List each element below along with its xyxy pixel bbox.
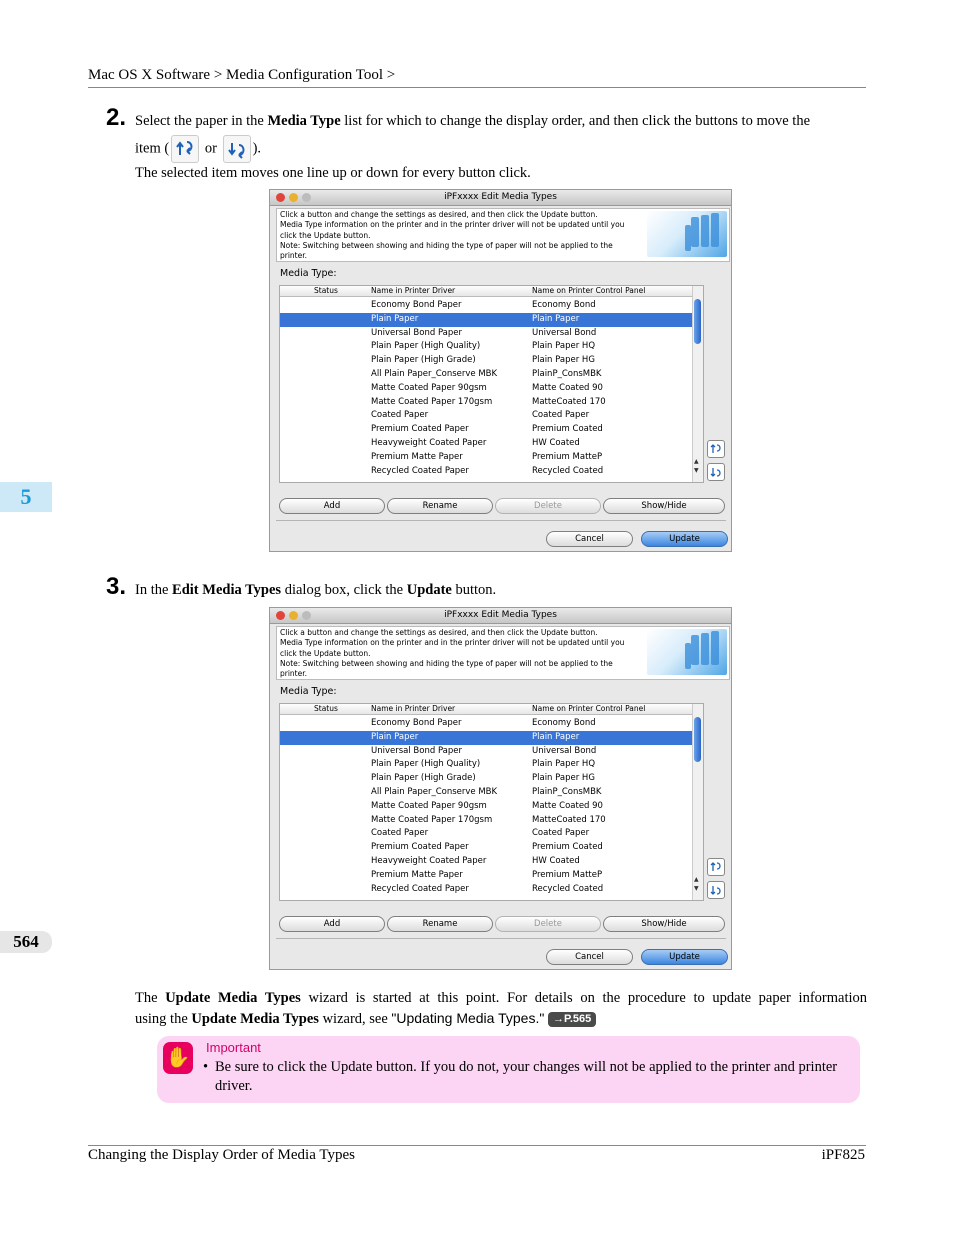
- dialog-titlebar[interactable]: [270, 608, 731, 624]
- table-row[interactable]: [280, 827, 693, 841]
- important-body: Be sure to click the Update button. If you do not, your changes will not be applied to the printer and printer driver.: [215, 1059, 838, 1094]
- table-row[interactable]: [280, 465, 693, 479]
- info-line: Click a button and change the settings as desired, and then click the Update button.: [280, 210, 598, 219]
- driver-name-cell: Economy Bond Paper: [371, 718, 462, 728]
- info-text: [280, 628, 640, 679]
- step-text: [135, 111, 867, 131]
- table-row[interactable]: [280, 396, 693, 410]
- text-run: button.: [451, 582, 497, 598]
- info-line: click the Update button.: [280, 230, 371, 240]
- column-header-driver-name[interactable]: Name in Printer Driver: [371, 286, 456, 295]
- table-row[interactable]: [280, 409, 693, 423]
- button-divider: [276, 520, 726, 521]
- dialog-title: iPFxxxx Edit Media Types: [444, 610, 557, 620]
- scrollbar-thumb[interactable]: [694, 717, 701, 762]
- close-button[interactable]: [276, 193, 285, 202]
- header-divider: [88, 87, 866, 88]
- info-line: click the Update button.: [280, 648, 371, 658]
- driver-name-cell: Heavyweight Coated Paper: [371, 437, 487, 448]
- step-text: [135, 580, 496, 600]
- printer-image: [647, 211, 727, 257]
- show-hide-button[interactable]: Show/Hide: [603, 916, 725, 932]
- table-row[interactable]: [280, 745, 693, 759]
- panel-name-cell: Plain Paper HG: [532, 773, 595, 784]
- move-up-button[interactable]: [707, 858, 725, 876]
- step-note: The selected item moves one line up or down for every button click.: [135, 165, 531, 181]
- media-type-label: Media Type:: [280, 268, 337, 279]
- text-run: Select the paper in the: [135, 113, 268, 129]
- panel-name-cell: Premium Coated: [532, 842, 603, 853]
- driver-name-cell: Plain Paper (High Grade): [371, 773, 476, 784]
- driver-name-cell: Universal Bond Paper: [371, 745, 463, 756]
- info-panel: [276, 208, 730, 262]
- table-row[interactable]: [280, 382, 693, 396]
- footer-section-title: Changing the Display Order of Media Types: [88, 1147, 355, 1163]
- table-row[interactable]: [280, 368, 693, 382]
- list-rows: [280, 299, 693, 478]
- list-header: [280, 286, 693, 297]
- move-down-icon: [223, 135, 251, 163]
- scroll-down-arrow-icon[interactable]: ▼: [694, 467, 699, 474]
- list-header: [280, 704, 693, 715]
- info-line: Media Type information on the printer and in the printer driver will not be updated until you: [280, 638, 625, 648]
- zoom-button[interactable]: [302, 611, 311, 620]
- driver-name-cell: Matte Coated Paper 90gsm: [371, 382, 487, 393]
- important-title: Important: [206, 1040, 261, 1055]
- rename-button[interactable]: Rename: [387, 916, 493, 932]
- column-header-panel-name[interactable]: Name on Printer Control Panel: [532, 286, 646, 295]
- table-row[interactable]: [280, 731, 693, 745]
- cross-reference-link[interactable]: "Updating Media Types.": [391, 1010, 545, 1026]
- text-run: The: [135, 990, 166, 1006]
- panel-name-cell: Recycled Coated: [532, 883, 604, 894]
- text-run: list for which to change the display order, and then click the buttons to move the: [340, 113, 811, 129]
- media-type-label: Media Type:: [280, 686, 337, 697]
- driver-name-cell: Matte Coated Paper 170gsm: [371, 396, 493, 407]
- panel-name-cell: Premium Coated: [532, 424, 603, 435]
- panel-name-cell: Coated Paper: [532, 410, 590, 421]
- table-row[interactable]: [280, 841, 693, 855]
- ui-term: Update Media Types: [165, 990, 301, 1006]
- driver-name-cell: Matte Coated Paper 170gsm: [371, 814, 493, 825]
- driver-name-cell: Coated Paper: [371, 410, 429, 421]
- text-run: ).: [252, 140, 262, 157]
- info-line: printer.: [280, 669, 308, 679]
- list-scrollbar[interactable]: [692, 286, 703, 482]
- footer-model: iPF825: [821, 1147, 865, 1163]
- step-number: 3.: [106, 573, 127, 600]
- info-line: Media Type information on the printer and in the printer driver will not be updated until you: [280, 220, 625, 230]
- driver-name-cell: Plain Paper (High Quality): [371, 341, 481, 352]
- panel-name-cell: MatteCoated 170: [532, 396, 606, 407]
- panel-name-cell: Recycled Coated: [532, 465, 604, 476]
- breadcrumb-separator: >: [386, 67, 396, 83]
- dialog-titlebar[interactable]: [270, 190, 731, 206]
- cancel-button[interactable]: Cancel: [546, 531, 633, 547]
- breadcrumb-item-tool[interactable]: Media Configuration Tool: [226, 67, 384, 83]
- panel-name-cell: Plain Paper HG: [532, 355, 595, 366]
- driver-name-cell: Recycled Coated Paper: [371, 465, 469, 476]
- text-run: wizard, see: [318, 1011, 392, 1027]
- table-row[interactable]: [280, 758, 693, 772]
- dialog-title: iPFxxxx Edit Media Types: [444, 192, 557, 202]
- table-row[interactable]: [280, 883, 693, 897]
- driver-name-cell: Premium Matte Paper: [371, 451, 463, 462]
- info-line: Click a button and change the settings as desired, and then click the Update button.: [280, 628, 598, 637]
- media-type-list[interactable]: [279, 285, 704, 483]
- page-reference-badge[interactable]: →P.565: [548, 1012, 596, 1027]
- table-row[interactable]: [280, 437, 693, 451]
- breadcrumb-item-software[interactable]: Mac OS X Software: [88, 67, 211, 83]
- panel-name-cell: Plain Paper: [532, 313, 580, 324]
- move-down-button[interactable]: [707, 463, 725, 481]
- update-button[interactable]: Update: [641, 531, 728, 547]
- driver-name-cell: Premium Coated Paper: [371, 842, 469, 853]
- move-up-button[interactable]: [707, 440, 725, 458]
- info-text: [280, 210, 640, 261]
- page-number: 564: [0, 931, 52, 953]
- scroll-up-arrow-icon[interactable]: ▲: [694, 458, 699, 465]
- text-run: item (: [135, 140, 170, 157]
- text-run: dialog box, click the: [281, 582, 407, 598]
- step-number: 2.: [106, 104, 127, 131]
- table-row[interactable]: [280, 423, 693, 437]
- info-line: printer.: [280, 251, 308, 261]
- breadcrumb: [88, 67, 395, 84]
- info-line: Note: Switching between showing and hiding the type of paper will not be applied to the: [280, 658, 613, 668]
- panel-name-cell: Matte Coated 90: [532, 382, 603, 393]
- panel-name-cell: Economy Bond: [532, 718, 596, 728]
- delete-button[interactable]: Delete: [495, 916, 601, 932]
- panel-name-cell: Premium MatteP: [532, 869, 603, 880]
- table-row[interactable]: [280, 717, 693, 731]
- column-header-status[interactable]: Status: [314, 704, 338, 713]
- scroll-up-arrow-icon[interactable]: ▲: [694, 876, 699, 883]
- text-run: or: [201, 140, 221, 157]
- panel-name-cell: HW Coated: [532, 437, 580, 448]
- info-line: Note: Switching between showing and hiding the type of paper will not be applied to the: [280, 240, 613, 250]
- minimize-button[interactable]: [289, 611, 298, 620]
- column-header-driver-name[interactable]: Name in Printer Driver: [371, 704, 456, 713]
- driver-name-cell: All Plain Paper_Conserve MBK: [371, 368, 498, 379]
- panel-name-cell: HW Coated: [532, 855, 580, 866]
- panel-name-cell: Economy Bond: [532, 300, 596, 310]
- hand-stop-icon: ✋: [163, 1042, 193, 1074]
- chapter-tab[interactable]: 5: [0, 482, 52, 512]
- close-button[interactable]: [276, 611, 285, 620]
- edit-media-types-dialog: [269, 607, 732, 970]
- wizard-paragraph-line2: [135, 1008, 596, 1029]
- cancel-button[interactable]: Cancel: [546, 949, 633, 965]
- column-header-status[interactable]: Status: [314, 286, 338, 295]
- driver-name-cell: Premium Coated Paper: [371, 424, 469, 435]
- driver-name-cell: Premium Matte Paper: [371, 869, 463, 880]
- scrollbar-thumb[interactable]: [694, 299, 701, 344]
- column-header-panel-name[interactable]: Name on Printer Control Panel: [532, 704, 646, 713]
- ui-term: Update: [406, 582, 452, 598]
- panel-name-cell: MatteCoated 170: [532, 814, 606, 825]
- step-text-line2: [135, 135, 261, 163]
- wizard-paragraph: [135, 988, 867, 1008]
- driver-name-cell: All Plain Paper_Conserve MBK: [371, 786, 498, 797]
- add-button[interactable]: Add: [279, 498, 385, 514]
- panel-name-cell: Plain Paper HQ: [532, 341, 596, 352]
- table-row[interactable]: [280, 772, 693, 786]
- panel-name-cell: Coated Paper: [532, 828, 590, 839]
- scroll-down-arrow-icon[interactable]: ▼: [694, 885, 699, 892]
- text-run: In the: [135, 582, 173, 598]
- panel-name-cell: PlainP_ConsMBK: [532, 786, 602, 797]
- table-row[interactable]: [280, 340, 693, 354]
- printer-image: [647, 629, 727, 675]
- media-type-list[interactable]: [279, 703, 704, 901]
- driver-name-cell: Plain Paper: [371, 313, 419, 324]
- driver-name-cell: Recycled Coated Paper: [371, 883, 469, 894]
- rename-button[interactable]: Rename: [387, 498, 493, 514]
- move-down-button[interactable]: [707, 881, 725, 899]
- table-row[interactable]: [280, 800, 693, 814]
- table-row[interactable]: [280, 299, 693, 313]
- info-panel: [276, 626, 730, 680]
- driver-name-cell: Heavyweight Coated Paper: [371, 855, 487, 866]
- table-row[interactable]: [280, 451, 693, 465]
- text-run: wizard is started at this point. For details on the procedure to update paper information: [300, 990, 867, 1006]
- text-run: using the: [135, 1011, 192, 1027]
- ui-term: Update Media Types: [191, 1011, 319, 1027]
- panel-name-cell: Plain Paper: [532, 731, 580, 742]
- panel-name-cell: Universal Bond: [532, 327, 597, 338]
- driver-name-cell: Economy Bond Paper: [371, 300, 462, 310]
- panel-name-cell: Premium MatteP: [532, 451, 603, 462]
- button-divider: [276, 938, 726, 939]
- footer-divider: [88, 1145, 866, 1146]
- list-scrollbar[interactable]: [692, 704, 703, 900]
- table-row[interactable]: [280, 869, 693, 883]
- ui-term: Media Type: [267, 113, 341, 129]
- panel-name-cell: Matte Coated 90: [532, 800, 603, 811]
- delete-button[interactable]: Delete: [495, 498, 601, 514]
- edit-media-types-dialog: [269, 189, 732, 552]
- driver-name-cell: Plain Paper (High Quality): [371, 759, 481, 770]
- update-button[interactable]: Update: [641, 949, 728, 965]
- driver-name-cell: Coated Paper: [371, 828, 429, 839]
- add-button[interactable]: Add: [279, 916, 385, 932]
- table-row[interactable]: [280, 855, 693, 869]
- minimize-button[interactable]: [289, 193, 298, 202]
- table-row[interactable]: [280, 786, 693, 800]
- table-row[interactable]: [280, 354, 693, 368]
- ui-term: Edit Media Types: [172, 582, 282, 598]
- table-row[interactable]: [280, 327, 693, 341]
- show-hide-button[interactable]: Show/Hide: [603, 498, 725, 514]
- table-row[interactable]: [280, 313, 693, 327]
- panel-name-cell: PlainP_ConsMBK: [532, 368, 602, 379]
- driver-name-cell: Universal Bond Paper: [371, 327, 463, 338]
- table-row[interactable]: [280, 814, 693, 828]
- panel-name-cell: Universal Bond: [532, 745, 597, 756]
- move-up-icon: [171, 135, 199, 163]
- driver-name-cell: Matte Coated Paper 90gsm: [371, 800, 487, 811]
- zoom-button[interactable]: [302, 193, 311, 202]
- list-rows: [280, 717, 693, 896]
- breadcrumb-separator: >: [213, 67, 223, 83]
- important-text: [203, 1058, 855, 1096]
- driver-name-cell: Plain Paper: [371, 731, 419, 742]
- driver-name-cell: Plain Paper (High Grade): [371, 355, 476, 366]
- panel-name-cell: Plain Paper HQ: [532, 759, 596, 770]
- bullet: •: [203, 1059, 209, 1075]
